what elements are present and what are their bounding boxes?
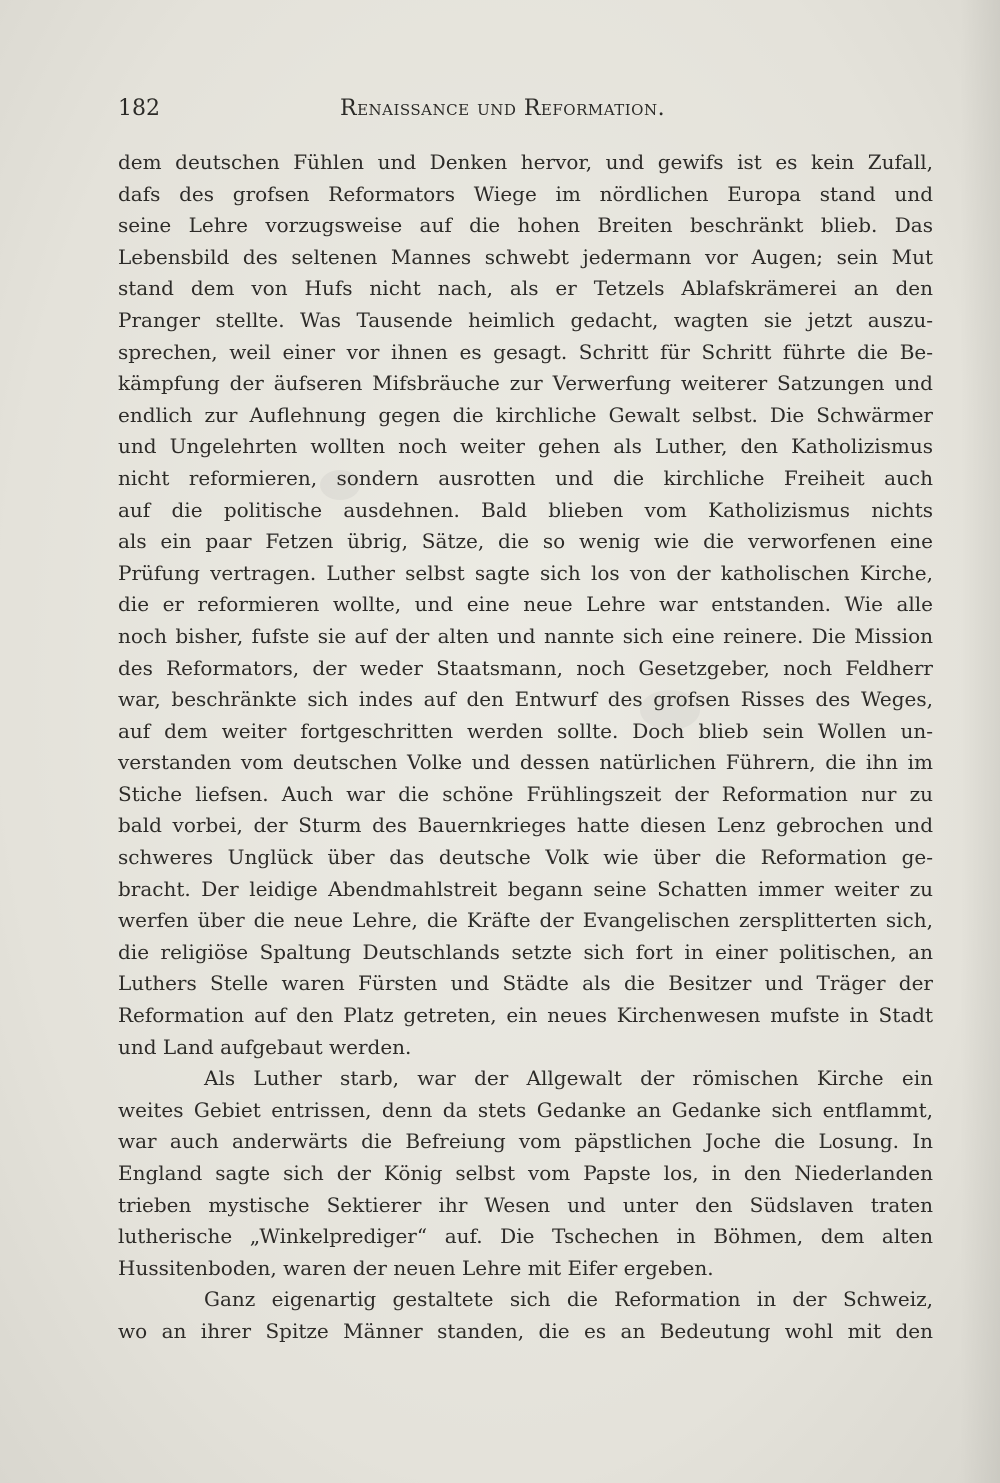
text-line: war auch anderwärts die Befreiung vom päpstlichen Joche die Losung. In: [118, 1129, 933, 1154]
text-line: schweres Unglück über das deutsche Volk wie über die Reformation ge-: [118, 845, 933, 870]
text-line: und Ungelehrten wollten noch weiter gehen als Luther, den Katholizismus: [118, 434, 933, 459]
text-line: Als Luther starb, war der Allgewalt der römischen Kirche ein: [204, 1066, 933, 1091]
page-header: [118, 92, 933, 132]
text-line: England sagte sich der König selbst vom Papste los, in den Niederlanden: [118, 1161, 933, 1185]
text-line: war, beschränkte sich indes auf den Entwurf des grofsen Risses des Weges,: [118, 687, 933, 712]
text-line: Prüfung vertragen. Luther selbst sagte sich los von der katholischen Kirche,: [118, 560, 933, 585]
text-line: und Land aufgebaut werden.: [118, 1034, 412, 1059]
text-line: Lebensbild des seltenen Mannes schwebt jedermann vor Augen; sein Mut: [118, 244, 933, 269]
text-line: sprechen, weil einer vor ihnen es gesagt. Schritt für Schritt führte die Be-: [118, 339, 933, 364]
page-edge-shadow: [960, 0, 1000, 1483]
text-line: noch bisher, fufste sie auf der alten und nannte sich eine reinere. Die Mission: [118, 623, 933, 648]
text-line: bald vorbei, der Sturm des Bauernkrieges hatte diesen Lenz gebrochen und: [118, 813, 933, 838]
body-text: [118, 147, 933, 1348]
text-line: lutherische „Winkelprediger“ auf. Die Tschechen in Böhmen, dem alten: [118, 1224, 933, 1249]
text-line: wo an ihrer Spitze Männer standen, die es an Bedeutung wohl mit den: [118, 1318, 933, 1343]
text-line: die religiöse Spaltung Deutschlands setzte sich fort in einer politischen, an: [118, 939, 933, 964]
text-line: werfen über die neue Lehre, die Kräfte der Evangelischen zersplitterten sich,: [118, 908, 933, 933]
text-line: Pranger stellte. Was Tausende heimlich gedacht, wagten sie jetzt auszu-: [118, 307, 933, 332]
page-number: 182: [118, 96, 160, 121]
running-title: Renaissance und Reformation.: [340, 96, 666, 121]
text-line: stand dem von Hufs nicht nach, als er Tetzels Ablafskrämerei an den: [118, 276, 933, 301]
text-line: dem deutschen Fühlen und Denken hervor, und gewifs ist es kein Zufall,: [118, 150, 933, 174]
text-line: Reformation auf den Platz getreten, ein neues Kirchenwesen mufste in Stadt: [118, 1003, 933, 1028]
text-line: kämpfung der äufseren Mifsbräuche zur Verwerfung weiterer Satzungen und: [118, 371, 933, 396]
text-line: auf die politische ausdehnen. Bald blieben vom Katholizismus nichts: [118, 497, 933, 522]
text-line: als ein paar Fetzen übrig, Sätze, die so wenig wie die verworfenen eine: [118, 529, 933, 554]
text-line: dafs des grofsen Reformators Wiege im nördlichen Europa stand und: [118, 181, 933, 206]
text-line: nicht reformieren, sondern ausrotten und die kirchliche Freiheit auch: [118, 465, 933, 490]
text-line: Stiche liefsen. Auch war die schöne Frühlingszeit der Reformation nur zu: [118, 781, 933, 806]
text-line: endlich zur Auflehnung gegen die kirchliche Gewalt selbst. Die Schwärmer: [118, 402, 933, 427]
text-line: Luthers Stelle waren Fürsten und Städte als die Besitzer und Träger der: [118, 971, 933, 996]
text-line: die er reformieren wollte, und eine neue Lehre war entstanden. Wie alle: [118, 592, 933, 617]
text-line: seine Lehre vorzugsweise auf die hohen Breiten beschränkt blieb. Das: [118, 213, 933, 238]
text-line: bracht. Der leidige Abendmahlstreit begann seine Schatten immer weiter zu: [118, 876, 933, 901]
text-line: verstanden vom deutschen Volke und dessen natürlichen Führern, die ihn im: [118, 750, 933, 775]
text-line: auf dem weiter fortgeschritten werden sollte. Doch blieb sein Wollen un-: [118, 718, 933, 743]
text-line: weites Gebiet entrissen, denn da stets Gedanke an Gedanke sich entflammt,: [118, 1097, 933, 1122]
text-line: Hussitenboden, waren der neuen Lehre mit Eifer ergeben.: [118, 1255, 714, 1280]
text-line: trieben mystische Sektierer ihr Wesen und unter den Südslaven traten: [118, 1192, 933, 1217]
text-line: Ganz eigenartig gestaltete sich die Reformation in der Schweiz,: [204, 1287, 933, 1312]
text-line: des Reformators, der weder Staatsmann, noch Gesetzgeber, noch Feldherr: [118, 655, 933, 680]
